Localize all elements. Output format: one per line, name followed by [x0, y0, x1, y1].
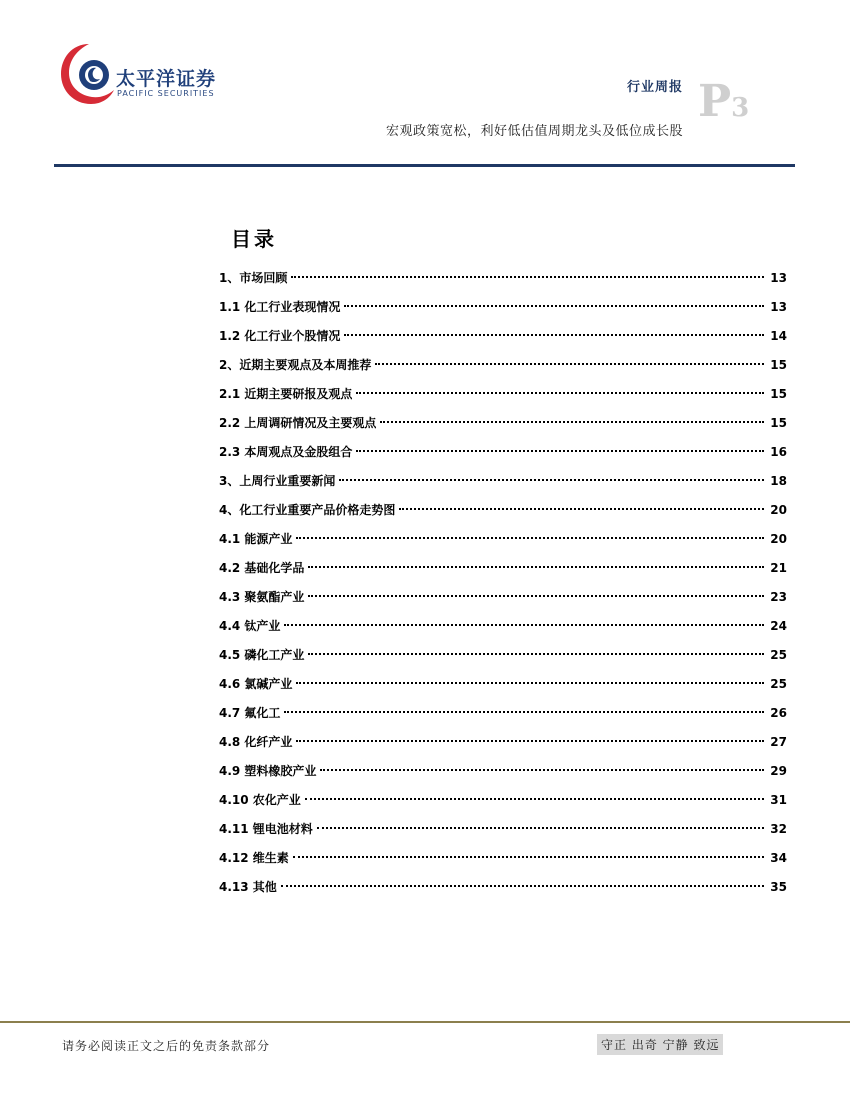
toc-entry-page: 13 [770, 271, 787, 285]
toc-entry-label: 3、上周行业重要新闻 [219, 474, 336, 488]
logo-name-cn: 太平洋证券 [116, 68, 217, 90]
toc-entry-page: 18 [770, 474, 787, 488]
page-number-prefix: P [698, 76, 732, 127]
toc-entry[interactable] [219, 670, 787, 699]
page-number-value: 3 [731, 93, 750, 123]
toc-entry[interactable] [219, 873, 787, 902]
toc-entry-label: 1.1 化工行业表现情况 [219, 300, 341, 314]
toc-entry[interactable] [219, 293, 787, 322]
toc-entry-page: 35 [770, 880, 787, 894]
toc-entry-page: 20 [770, 503, 787, 517]
toc-dot-leader [356, 392, 764, 394]
toc-entry-page: 29 [770, 764, 787, 778]
toc-entry-label: 4.4 钛产业 [219, 619, 281, 633]
toc-dot-leader [399, 508, 764, 510]
footer-motto: 守正 出奇 宁静 致远 [597, 1034, 723, 1055]
toc-dot-leader [284, 711, 764, 713]
toc-entry[interactable] [219, 728, 787, 757]
toc-entry[interactable] [219, 844, 787, 873]
toc-entry[interactable] [219, 583, 787, 612]
toc-entry-page: 34 [770, 851, 787, 865]
toc-dot-leader [344, 334, 764, 336]
page-number [698, 76, 750, 127]
toc-entry-page: 23 [770, 590, 787, 604]
toc-dot-leader [308, 653, 764, 655]
toc-list [219, 264, 787, 902]
toc-dot-leader [281, 885, 765, 887]
logo-name-en: PACIFIC SECURITIES [117, 89, 215, 98]
report-type: 行业周报 [626, 80, 683, 95]
toc-entry[interactable] [219, 322, 787, 351]
toc-entry-label: 2.3 本周观点及金股组合 [219, 445, 353, 459]
toc-entry[interactable] [219, 815, 787, 844]
toc-entry-label: 1、市场回顾 [219, 271, 288, 285]
toc-entry-label: 4.12 维生素 [219, 851, 289, 865]
header-divider [54, 164, 795, 167]
toc-entry-label: 2.2 上周调研情况及主要观点 [219, 416, 377, 430]
toc-entry-label: 2、近期主要观点及本周推荐 [219, 358, 372, 372]
toc-dot-leader [296, 682, 764, 684]
toc-entry[interactable] [219, 554, 787, 583]
toc-entry-label: 4、化工行业重要产品价格走势图 [219, 503, 396, 517]
toc-entry-label: 4.13 其他 [219, 880, 277, 894]
toc-entry-page: 13 [770, 300, 787, 314]
toc-entry-label: 4.1 能源产业 [219, 532, 293, 546]
toc-dot-leader [284, 624, 764, 626]
toc-entry-page: 26 [770, 706, 787, 720]
toc-entry[interactable] [219, 496, 787, 525]
toc-entry[interactable] [219, 264, 787, 293]
toc-entry-page: 25 [770, 677, 787, 691]
toc-dot-leader [291, 276, 764, 278]
toc-entry-page: 15 [770, 358, 787, 372]
toc-entry-label: 2.1 近期主要研报及观点 [219, 387, 353, 401]
footer-divider [0, 1021, 850, 1023]
toc-dot-leader [375, 363, 764, 365]
toc-entry[interactable] [219, 641, 787, 670]
toc-dot-leader [356, 450, 764, 452]
toc-entry-page: 16 [770, 445, 787, 459]
toc-entry-label: 4.8 化纤产业 [219, 735, 293, 749]
company-logo [58, 40, 258, 120]
toc-entry-page: 14 [770, 329, 787, 343]
toc-entry[interactable] [219, 757, 787, 786]
toc-entry[interactable] [219, 467, 787, 496]
toc-title: 目录 [231, 227, 277, 251]
toc-entry-label: 4.5 磷化工产业 [219, 648, 305, 662]
toc-entry-label: 4.11 锂电池材料 [219, 822, 313, 836]
toc-entry-label: 4.6 氯碱产业 [219, 677, 293, 691]
toc-entry[interactable] [219, 351, 787, 380]
toc-dot-leader [344, 305, 764, 307]
toc-entry-page: 15 [770, 416, 787, 430]
toc-entry[interactable] [219, 380, 787, 409]
toc-dot-leader [317, 827, 765, 829]
toc-dot-leader [305, 798, 765, 800]
toc-entry-label: 4.3 聚氨酯产业 [219, 590, 305, 604]
toc-entry[interactable] [219, 612, 787, 641]
toc-entry-label: 1.2 化工行业个股情况 [219, 329, 341, 343]
toc-dot-leader [293, 856, 765, 858]
toc-dot-leader [308, 595, 764, 597]
toc-entry-page: 21 [770, 561, 787, 575]
toc-entry[interactable] [219, 409, 787, 438]
footer-disclaimer: 请务必阅读正文之后的免责条款部分 [62, 1039, 271, 1053]
toc-entry[interactable] [219, 525, 787, 554]
report-subtitle: 宏观政策宽松，利好低估值周期龙头及低位成长股 [385, 124, 683, 139]
toc-entry-label: 4.10 农化产业 [219, 793, 301, 807]
toc-dot-leader [296, 740, 764, 742]
toc-entry-page: 15 [770, 387, 787, 401]
toc-dot-leader [308, 566, 764, 568]
toc-entry-page: 31 [770, 793, 787, 807]
toc-entry[interactable] [219, 786, 787, 815]
toc-entry-page: 20 [770, 532, 787, 546]
pacific-securities-logo-icon [58, 40, 120, 108]
toc-entry-page: 25 [770, 648, 787, 662]
toc-entry-label: 4.7 氟化工 [219, 706, 281, 720]
toc-entry[interactable] [219, 699, 787, 728]
toc-entry-page: 27 [770, 735, 787, 749]
toc-entry[interactable] [219, 438, 787, 467]
toc-dot-leader [296, 537, 764, 539]
toc-entry-label: 4.9 塑料橡胶产业 [219, 764, 317, 778]
toc-dot-leader [320, 769, 764, 771]
toc-dot-leader [380, 421, 764, 423]
toc-entry-page: 24 [770, 619, 787, 633]
toc-dot-leader [339, 479, 764, 481]
toc-entry-page: 32 [770, 822, 787, 836]
toc-entry-label: 4.2 基础化学品 [219, 561, 305, 575]
